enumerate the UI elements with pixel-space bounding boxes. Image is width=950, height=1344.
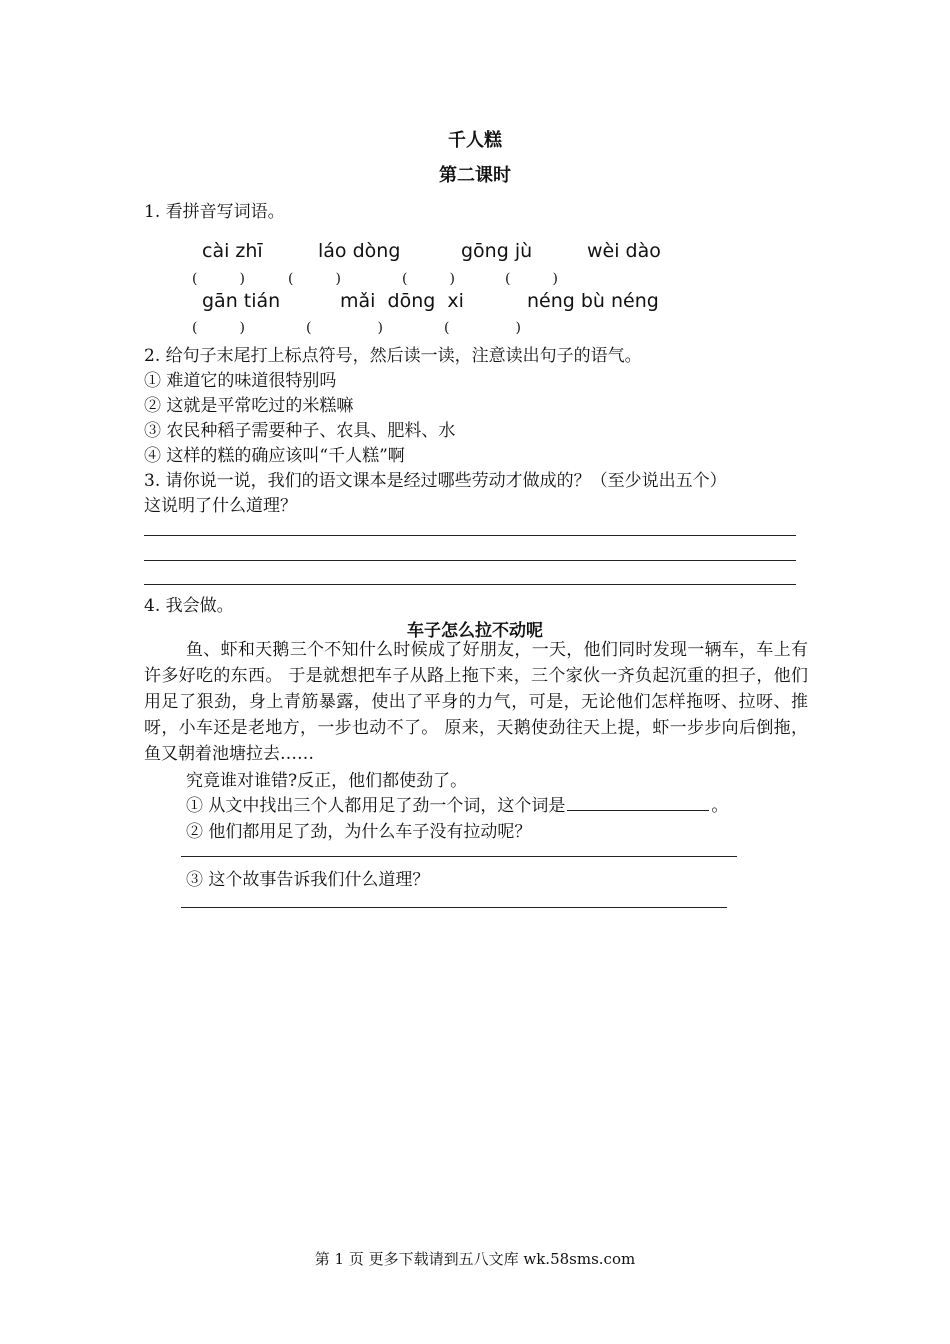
sentence-item: ② 这就是平常吃过的米糕嘛 <box>144 396 354 416</box>
sentence-item: ④ 这样的糕的确应该叫“千人糕”啊 <box>144 446 405 466</box>
answer-parentheses[interactable]: ( ) <box>505 271 558 287</box>
question-3-line-1: 3. 请你说一说，我们的语文课本是经过哪些劳动才做成的？（至少说出五个） <box>144 471 727 491</box>
story-title: 车子怎么拉不动呢 <box>407 621 543 641</box>
fill-in-blank[interactable] <box>567 793 709 811</box>
answer-line[interactable] <box>144 584 796 585</box>
answer-parentheses[interactable]: ( ) <box>306 320 389 336</box>
answer-parentheses[interactable]: ( ) <box>444 320 527 336</box>
sub-question-1 <box>186 791 728 816</box>
page-subtitle: 第二课时 <box>439 165 511 186</box>
pinyin-word: mǎi dōng xi <box>340 290 464 312</box>
sub-question-2: ② 他们都用足了劲，为什么车子没有拉动呢？ <box>186 822 532 842</box>
question-3-line-2: 这说明了什么道理？ <box>144 496 297 516</box>
story-paragraph-2: 究竟谁对谁错?反正，他们都使劲了。 <box>186 771 468 791</box>
answer-parentheses[interactable]: ( ) <box>192 320 245 336</box>
question-2-heading: 2. 给句子末尾打上标点符号，然后读一读，注意读出句子的语气。 <box>144 346 642 366</box>
answer-line[interactable] <box>181 907 727 908</box>
pinyin-word: wèi dào <box>587 240 661 262</box>
answer-parentheses[interactable]: ( ) <box>288 271 341 287</box>
sub-question-1-suffix: 。 <box>711 796 729 816</box>
page-title: 千人糕 <box>448 130 502 151</box>
pinyin-word: gōng jù <box>461 240 533 262</box>
sub-question-3: ③ 这个故事告诉我们什么道理？ <box>186 870 430 890</box>
story-paragraph: 鱼、虾和天鹅三个不知什么时候成了好朋友，一天，他们同时发现一辆车，车上有许多好吃的东西。 于是就想把车子从路上拖下来，三个家伙一齐负起沉重的担子，他们用足了狠劲，身上青筋暴露，使出了平身的力气，可是，无论他们怎样拖呀、拉呀、推呀，小车还是老地方，一步也动不了。 原来，天鹅使劲往天上提，虾一步步向后倒拖，鱼又朝着池塘拉去…… <box>144 640 808 764</box>
answer-parentheses[interactable]: ( ) <box>402 271 455 287</box>
answer-line[interactable] <box>181 856 737 857</box>
answer-parentheses[interactable]: ( ) <box>192 271 245 287</box>
sentence-item: ① 难道它的味道很特别吗 <box>144 371 337 391</box>
pinyin-word: gān tián <box>202 290 281 312</box>
pinyin-word: néng bù néng <box>527 290 659 312</box>
page-footer: 第 1 页 更多下载请到五八文库 wk.58sms.com <box>314 1250 636 1268</box>
sub-question-1-text: ① 从文中找出三个人都用足了劲一个词，这个词是 <box>186 796 566 816</box>
pinyin-word: cài zhī <box>202 240 263 262</box>
pinyin-word: láo dòng <box>318 240 401 262</box>
question-4-heading: 4. 我会做。 <box>144 596 234 616</box>
answer-line[interactable] <box>144 535 796 536</box>
answer-line[interactable] <box>144 560 796 561</box>
sentence-item: ③ 农民种稻子需要种子、农具、肥料、水 <box>144 421 456 441</box>
question-1-heading: 1. 看拼音写词语。 <box>144 202 285 222</box>
